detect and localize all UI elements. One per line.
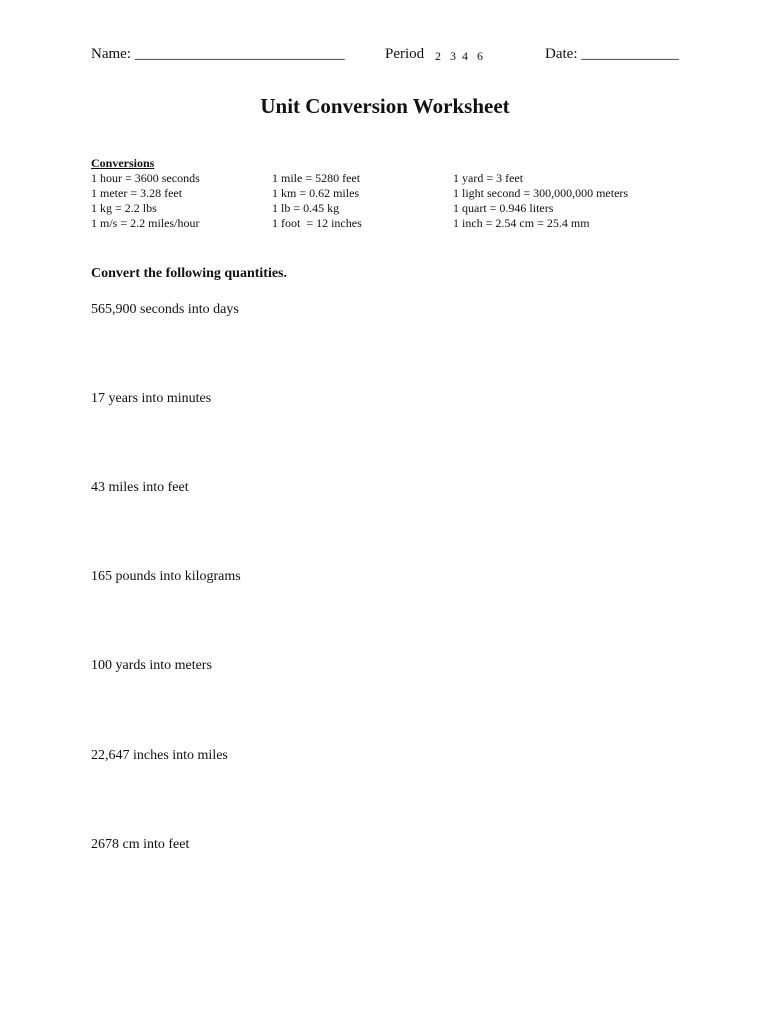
period-options: 2 3 4 6 — [435, 49, 483, 63]
problem-item: 22,647 inches into miles — [91, 748, 228, 763]
conversion-item: 1 light second = 300,000,000 meters — [453, 186, 629, 200]
problem-item: 17 years into minutes — [91, 391, 212, 406]
conversion-item: 1 mile = 5280 feet — [272, 171, 361, 185]
period-label: Period — [385, 46, 425, 62]
conversions-column-2 — [272, 171, 362, 231]
problem-item: 565,900 seconds into days — [91, 302, 239, 317]
conversions-column-1 — [91, 171, 200, 231]
conversion-item: 1 km = 0.62 miles — [272, 186, 360, 200]
conversion-item: 1 meter = 3.28 feet — [91, 186, 183, 200]
name-field-label: Name: ____________________________ — [91, 46, 345, 62]
worksheet-title: Unit Conversion Worksheet — [260, 94, 510, 118]
conversion-item: 1 yard = 3 feet — [453, 171, 524, 185]
conversion-item: 1 lb = 0.45 kg — [272, 201, 340, 215]
conversion-item: 1 inch = 2.54 cm = 25.4 mm — [453, 216, 590, 230]
conversion-item: 1 m/s = 2.2 miles/hour — [91, 216, 200, 230]
date-field-label: Date: _____________ — [545, 46, 679, 62]
worksheet-header — [0, 46, 770, 66]
problem-item: 2678 cm into feet — [91, 837, 190, 852]
problem-item: 100 yards into meters — [91, 658, 212, 673]
conversion-item: 1 foot = 12 inches — [272, 216, 362, 230]
problem-item: 165 pounds into kilograms — [91, 569, 241, 584]
instruction-heading: Convert the following quantities. — [91, 266, 287, 281]
conversion-item: 1 kg = 2.2 lbs — [91, 201, 157, 215]
conversion-item: 1 quart = 0.946 liters — [453, 201, 554, 215]
conversion-item: 1 hour = 3600 seconds — [91, 171, 200, 185]
problem-item: 43 miles into feet — [91, 480, 189, 495]
conversions-column-3 — [453, 171, 628, 231]
conversions-heading: Conversions — [91, 156, 155, 170]
